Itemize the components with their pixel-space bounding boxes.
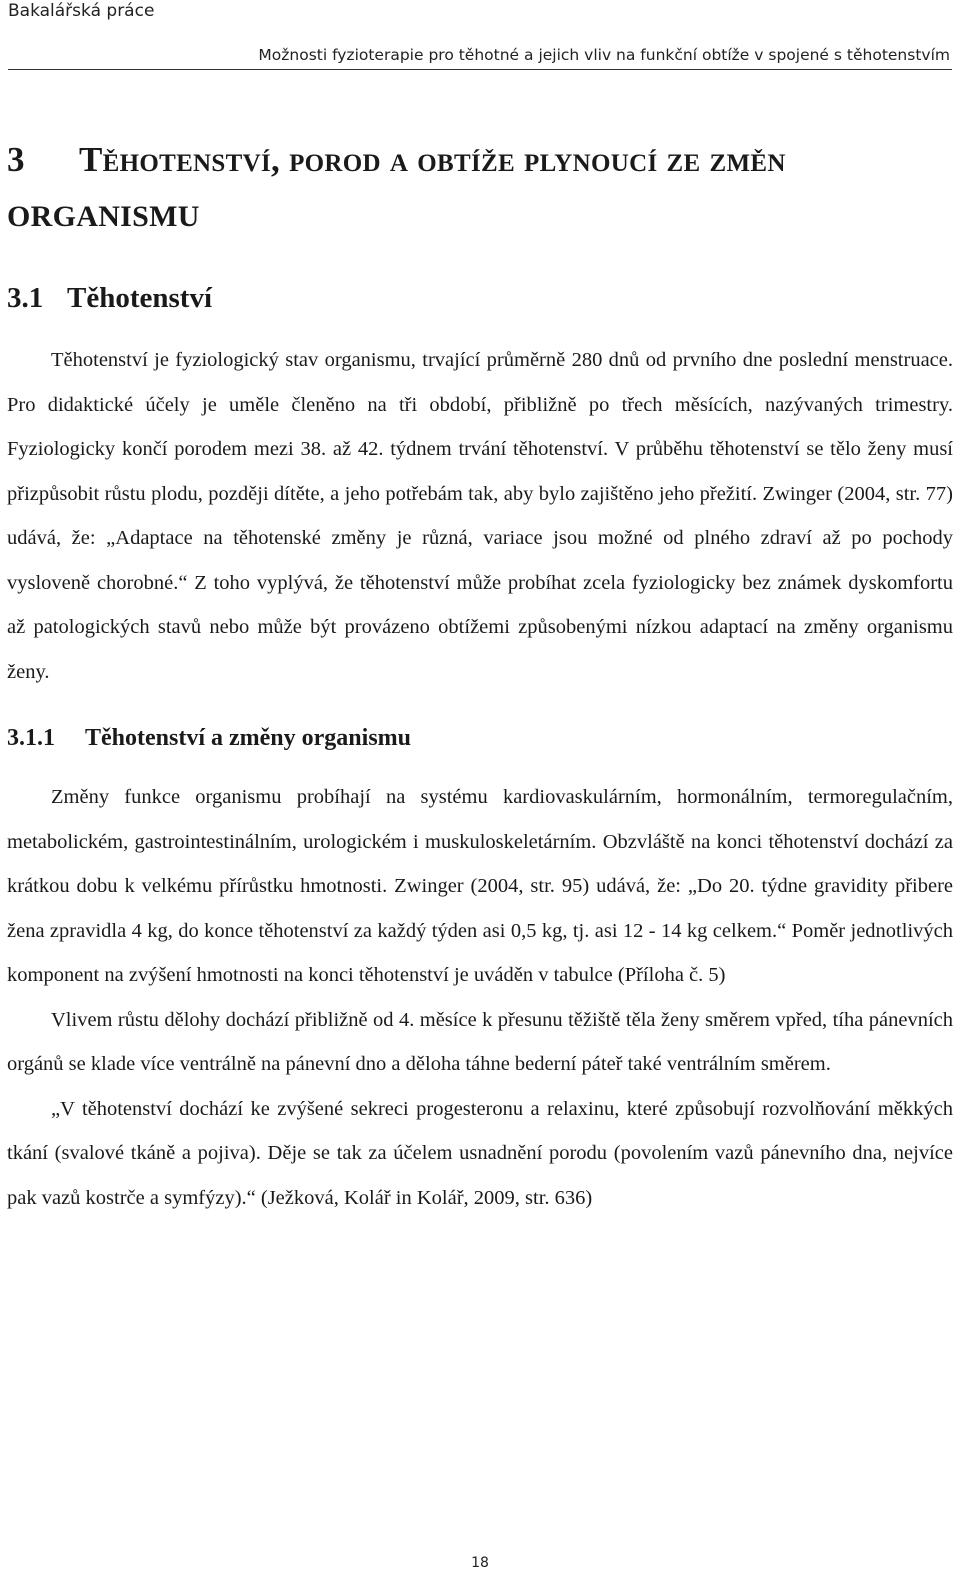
subsection-paragraph: Vlivem růstu dělohy dochází přibližně od 4. měsíce k přesunu těžiště těla ženy směrem vpřed, tíha pánevních orgánů se klade více ventrálně na pánevní dno a děloha táhne bederní páteř také ventrálním směrem. xyxy=(7,1008,953,1075)
header-divider xyxy=(8,69,952,70)
subsection-number: 3.1.1 xyxy=(7,725,55,751)
chapter-title-line1: Těhotenství, porod a obtíže plynoucí ze změn xyxy=(79,140,786,179)
subsection-title: Těhotenství a změny organismu xyxy=(85,725,411,751)
chapter-heading xyxy=(7,131,953,188)
section-number: 3.1 xyxy=(7,282,44,314)
subsection-heading xyxy=(7,720,953,756)
chapter-title-line2: ORGANISMU xyxy=(7,200,200,233)
section-heading xyxy=(7,278,953,318)
subsection-paragraph: Změny funkce organismu probíhají na systému kardiovaskulárním, hormonálním, termoregulačním, metabolickém, gastrointestinálním, urologickém i muskuloskeletárním. Obzvláště na konci těhotenství dochází za krátkou dobu k velkému přírůstku hmotnosti. Zwinger (2004, str. 95) udává, že: „Do 20. týdne gravidity přibere žena zpravidla 4 kg, do konce těhotenství za každý týden asi 0,5 kg, tj. asi 12 - 14 kg celkem.“ Poměr jednotlivých komponent na zvýšení hmotnosti na konci těhotenství je uváděn v tabulce (Příloha č. 5) xyxy=(7,786,953,986)
page-content xyxy=(7,131,953,1220)
chapter-number: 3 xyxy=(7,140,25,179)
page-number: 18 xyxy=(471,1555,489,1571)
section-title: Těhotenství xyxy=(67,282,212,314)
header-thesis-title: Možnosti fyzioterapie pro těhotné a jejich vliv na funkční obtíže v spojené s těhotenstvím xyxy=(258,46,950,64)
subsection-quote-paragraph: „V těhotenství dochází ke zvýšené sekreci progesteronu a relaxinu, které způsobují rozvolňování měkkých tkání (svalové tkáně a pojiva). Děje se tak za účelem usnadnění porodu (povolením vazů pánevního dna, nejvíce pak vazů kostrče a symfýzy).“ (Ježková, Kolář in Kolář, 2009, str. 636) xyxy=(7,1097,953,1209)
section-paragraph: Těhotenství je fyziologický stav organismu, trvající průměrně 280 dnů od prvního dne poslední menstruace. Pro didaktické účely je uměle členěno na tři období, přibližně po třech měsících, nazývaných trimestry. Fyziologicky končí porodem mezi 38. až 42. týdnem trvání těhotenství. V průběhu těhotenství se tělo ženy musí přizpůsobit růstu plodu, později dítěte, a jeho potřebám tak, aby bylo zajištěno jeho přežití. Zwinger (2004, str. 77) udává, že: „Adaptace na těhotenské změny je různá, variace jsou možné od plného zdraví až po pochody vysloveně chorobné.“ Z toho vyplývá, že těhotenství může probíhat zcela fyziologicky bez známek dyskomfortu až patologických stavů nebo může být provázeno obtížemi způsobenými nízkou adaptací na změny organismu ženy. xyxy=(7,349,953,683)
header-document-type: Bakalářská práce xyxy=(8,1,155,21)
